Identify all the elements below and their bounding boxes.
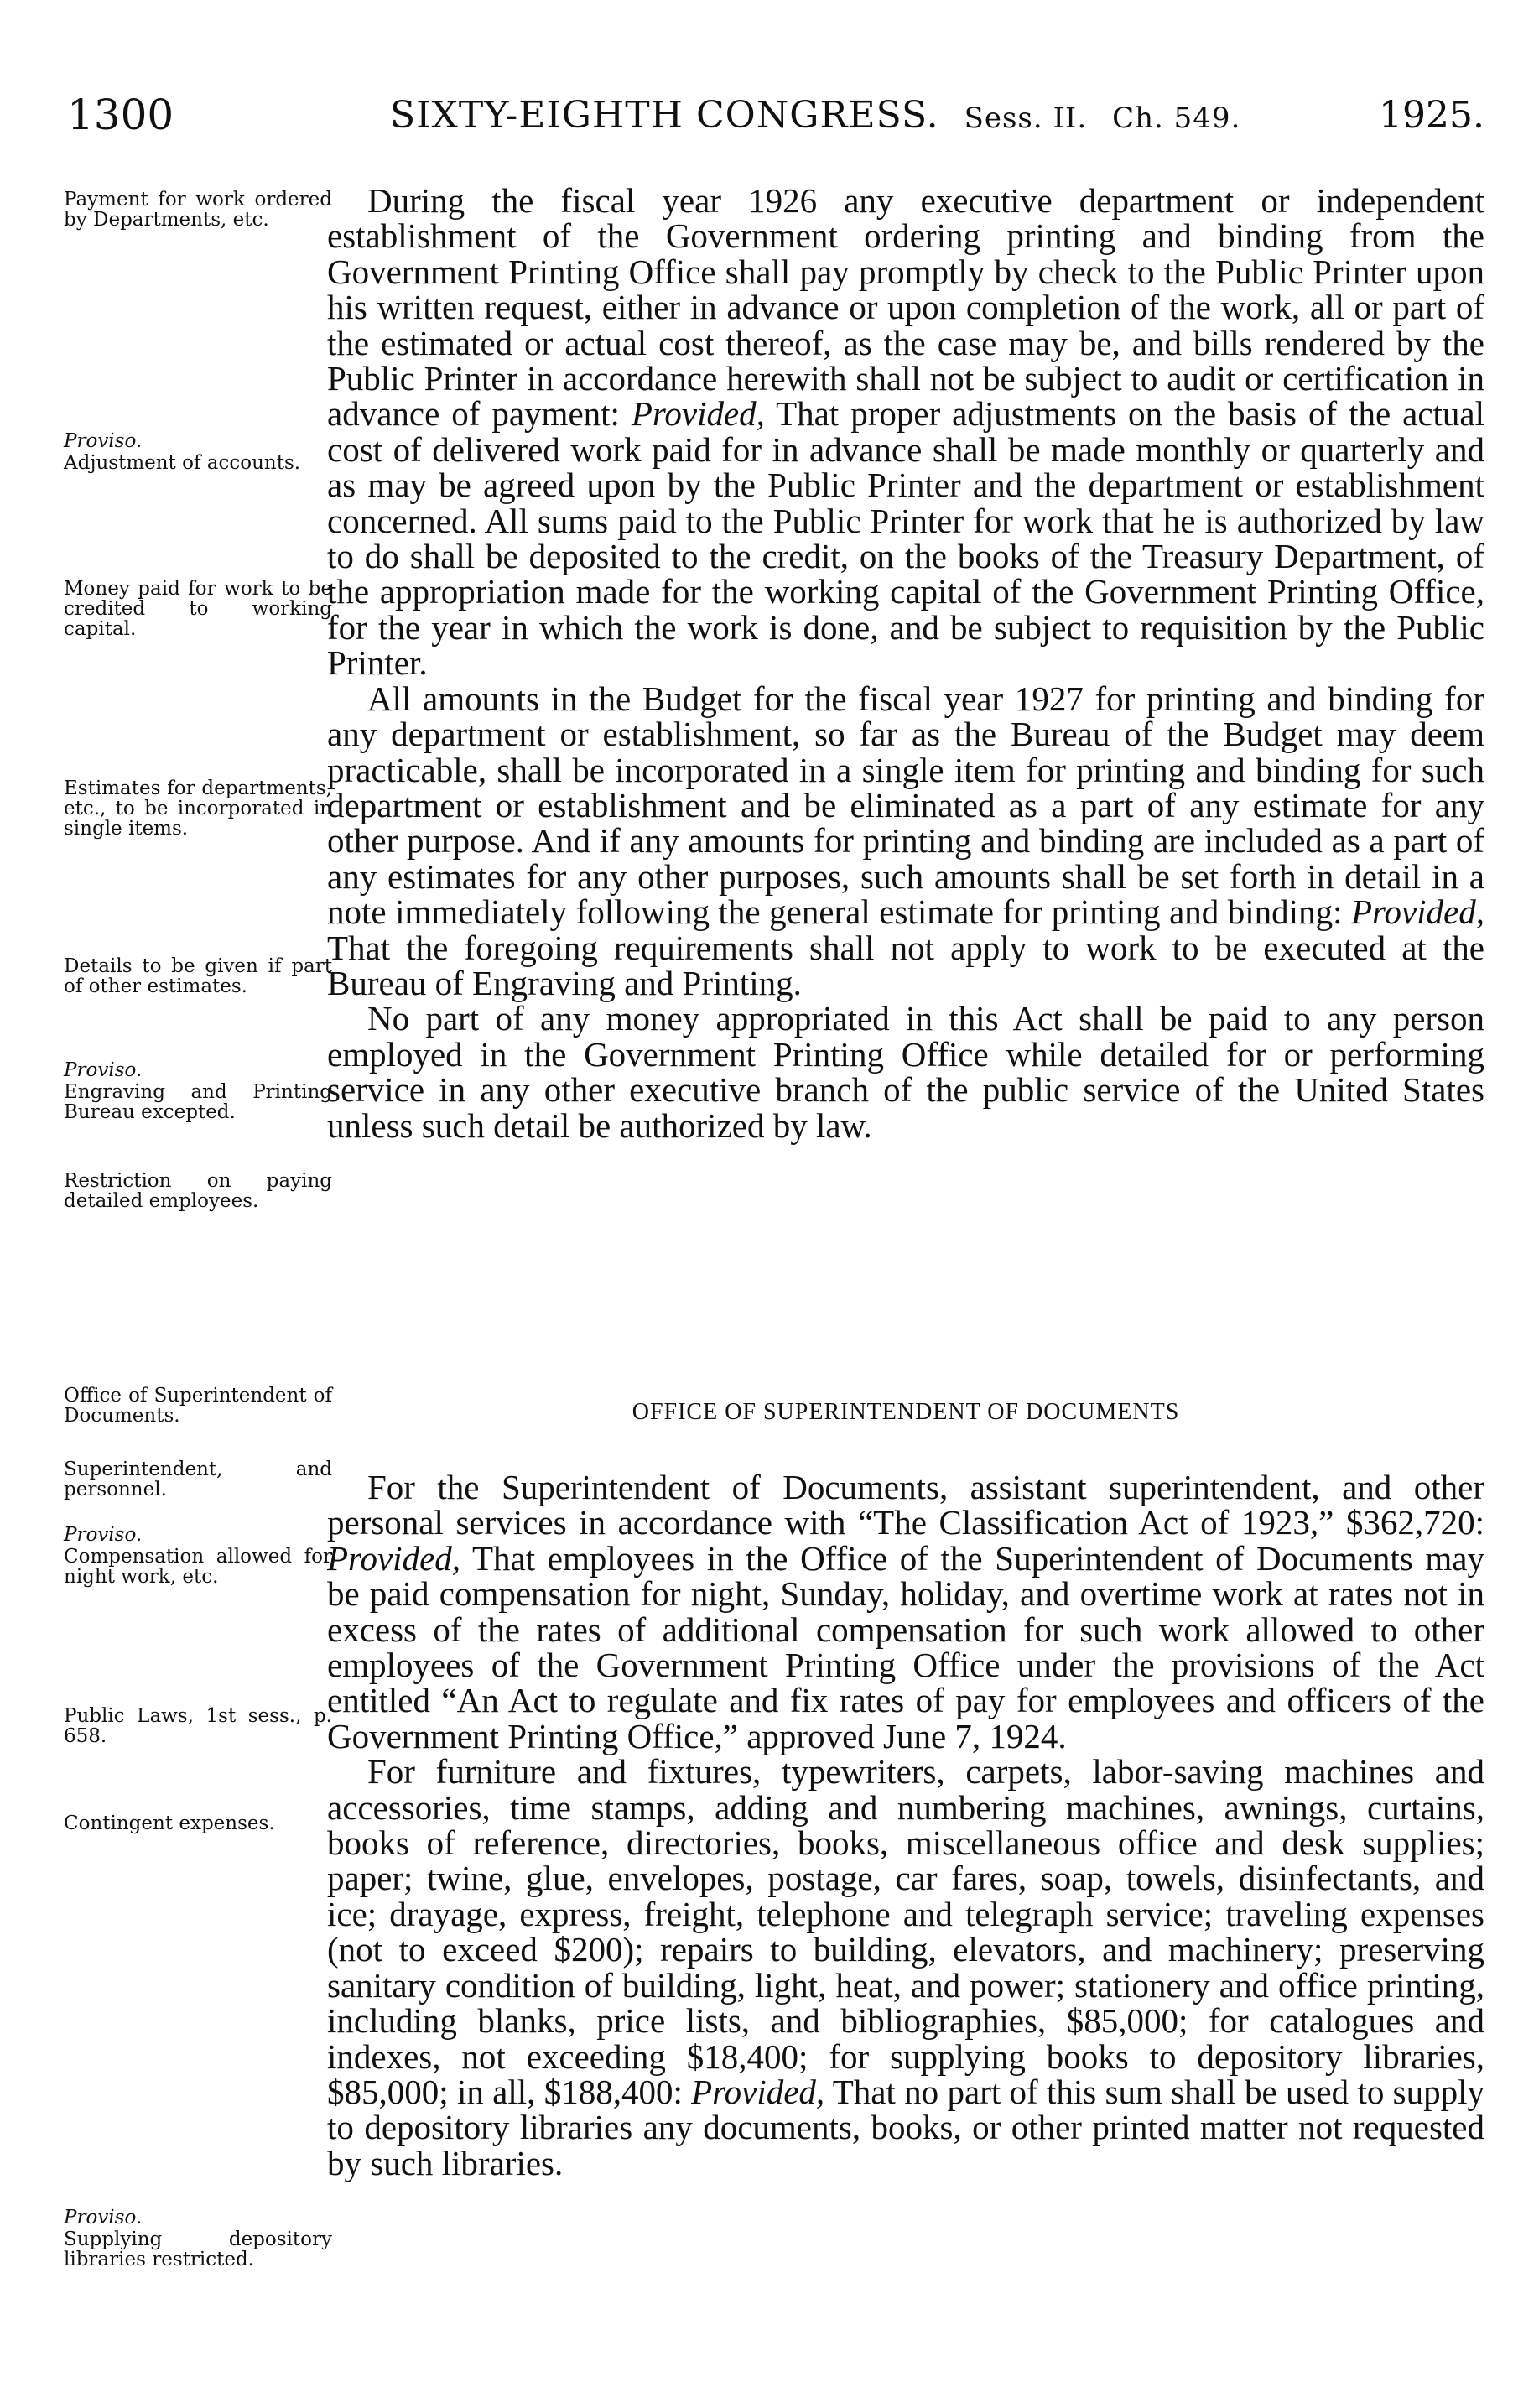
- paragraph-contingent: For furniture and fixtures, typewriters, carpets, labor-saving machines and accessories, time stamps, adding and numbering machines, awnings, curtains, books of reference, directories, books, miscellaneous office and desk supplies; paper; twine, glue, envelopes, postage, car fares, soap, towels, disinfectants, and ice; drayage, express, freight, telephone and telegraph service; traveling expenses (not to exceed $200); repairs to building, elevators, and machinery; preserving sanitary condition of building, light, heat, and power; stationery and office printing, including blanks, price lists, and bibliographies, $85,000; for catalogues and indexes, not exceeding $18,400; for supplying books to depository libraries, $85,000; in all, $188,400: Provided, That no part of this sum shall be used to supply to depository libraries any documents, books, or other printed matter not requested by such libraries.: [327, 1752, 1484, 2182]
- paragraph-restriction: No part of any money appropriated in this Act shall be paid to any person employed in the Government Printing Office while detailed for or performing service in any other executive branch of the public service of the United States unless such detail be authorized by law.: [327, 999, 1484, 1145]
- margin-note: Payment for work ordered by Departments, etc.: [64, 189, 332, 231]
- paragraph-superintendent: For the Superintendent of Documents, assistant superintendent, and other personal services in accordance with “The Classification Act of 1923,” $362,720: Provided, That employees in the Office of the Superintendent of Documents may be paid compensation for night, Sunday, holiday, and overtime work at rates not in excess of the rates of additional compensation for such work allowed to other employees of the Government Printing Office under the provisions of the Act entitled “An Act to regulate and fix rates of pay for employees and officers of the Government Printing Office,” approved June 7, 1924.: [327, 1468, 1484, 1755]
- margin-note: [64, 2208, 332, 2228]
- running-title: [390, 94, 1240, 137]
- proviso-label: Proviso.: [64, 430, 143, 452]
- chapter-label: Ch. 549.: [1112, 101, 1241, 135]
- margin-note: Contingent expenses.: [64, 1813, 275, 1834]
- margin-note: Compensation allowed for night work, etc.: [64, 1546, 332, 1588]
- margin-note: Adjustment of accounts.: [64, 452, 301, 474]
- session-label: Sess. II.: [964, 101, 1088, 135]
- section-heading: OFFICE OF SUPERINTENDENT OF DOCUMENTS: [632, 1399, 1180, 1425]
- margin-note: Public Laws, 1st sess., p. 658.: [64, 1705, 332, 1747]
- congress-title: SIXTY-EIGHTH CONGRESS.: [390, 94, 939, 137]
- paragraph-payment: During the fiscal year 1926 any executive department or independent establishment of the Government ordering printing and binding from the Government Printing Office shall pay promptly by check to the Public Printer upon his written request, either in advance or upon completion of the work, all or part of the estimated or actual cost thereof, as the case may be, and bills rendered by the Public Printer in accordance herewith shall not be subject to audit or certification in advance of payment: Provided, That proper adjustments on the basis of the actual cost of delivered work paid for in advance shall be made monthly or quarterly and as may be agreed upon by the Public Printer and the department or establishment concerned. All sums paid to the Public Printer for work that he is authorized by law to do shall be deposited to the credit, on the books of the Treasury Department, of the appropriation made for the working capital of the Government Printing Office, for the year in which the work is done, and be subject to requisition by the Public Printer.: [327, 181, 1484, 683]
- margin-note: Estimates for departments, etc., to be incorporated in single items.: [64, 778, 332, 840]
- margin-note: Restriction on paying detailed employees.: [64, 1170, 332, 1212]
- margin-note: Office of Superintendent of Documents.: [64, 1385, 332, 1427]
- proviso-label: Proviso.: [64, 1059, 143, 1081]
- proviso-label: Proviso.: [64, 2207, 143, 2229]
- margin-note: Supplying depository libraries restricted.: [64, 2229, 332, 2270]
- body-text-upper: [327, 183, 1484, 1143]
- margin-note: [64, 431, 332, 451]
- body-text-lower: [327, 1469, 1484, 2181]
- margin-note: [64, 1060, 332, 1080]
- margin-note: [64, 1525, 332, 1545]
- year: 1925.: [1379, 94, 1484, 137]
- proviso-label: Proviso.: [64, 1524, 143, 1546]
- margin-note: Details to be given if part of other estimates.: [64, 955, 332, 997]
- page-number: 1300: [67, 91, 174, 139]
- paragraph-estimates: All amounts in the Budget for the fiscal year 1927 for printing and binding for any department or establishment, so far as the Bureau of the Budget may deem practicable, shall be incorporated in a single item for printing and binding for such department or establishment and be eliminated as a part of any estimate for any other purpose. And if any amounts for printing and binding are included as a part of any estimates for any other purposes, such amounts shall be set forth in detail in a note immediately following the general estimate for printing and binding: Provided, That the foregoing requirements shall not apply to work to be executed at the Bureau of Engraving and Printing.: [327, 679, 1484, 1002]
- running-header: [67, 91, 1484, 141]
- margin-note: Superintendent, and personnel.: [64, 1459, 332, 1500]
- margin-note: Money paid for work to be credited to working capital.: [64, 578, 332, 640]
- margin-note: Engraving and Printing Bureau excepted.: [64, 1081, 332, 1123]
